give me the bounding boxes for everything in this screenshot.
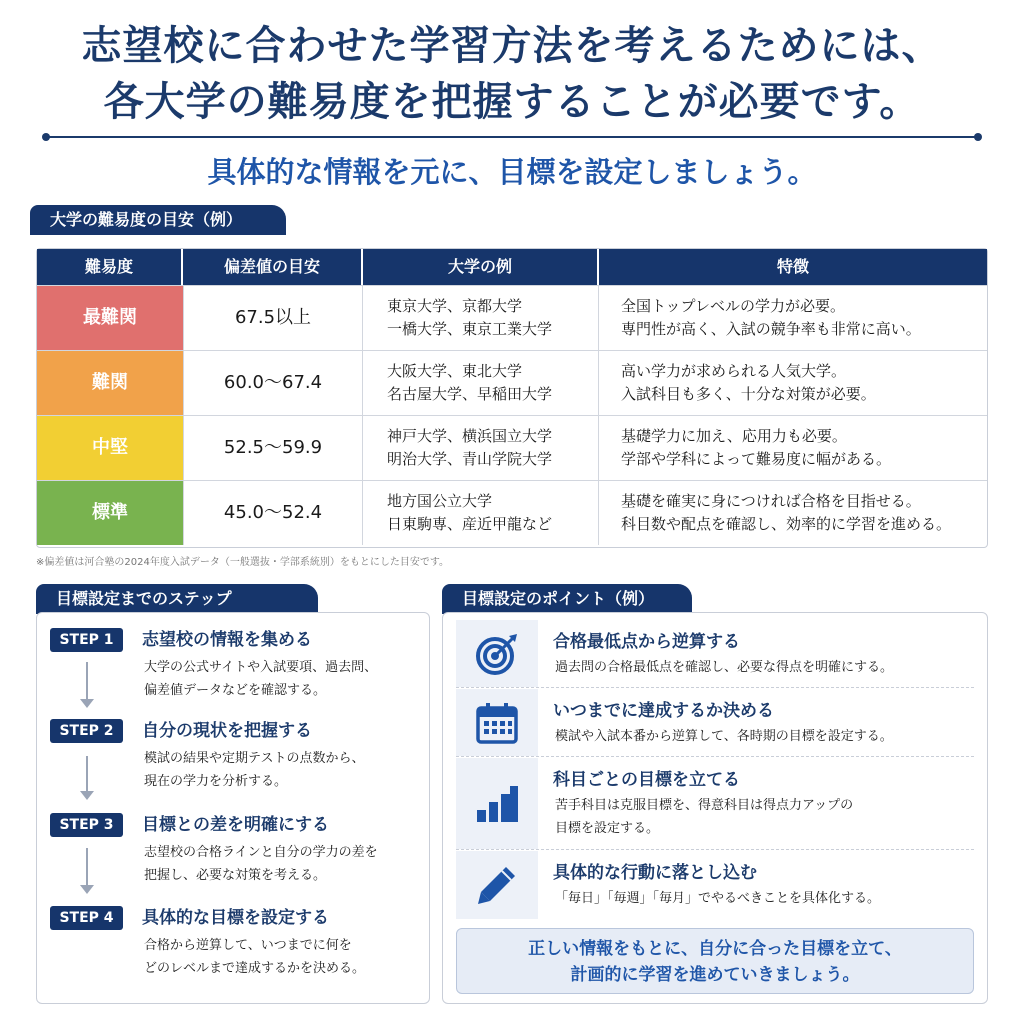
step-description [144,934,424,980]
features-cell [599,351,987,415]
target-icon [456,620,538,687]
step-arrow [86,756,88,794]
column-header-deviation: 偏差値の目安 [183,249,363,285]
pencil-icon [456,851,538,919]
step-arrow [86,662,88,702]
page-title [0,18,1024,130]
table-row [37,480,987,545]
universities-cell [363,481,599,545]
step-badge: STEP 4 [50,906,123,930]
column-header-level: 難易度 [37,249,183,285]
point-title: いつまでに達成するか決める [553,701,774,721]
step-description-line: 大学の公式サイトや入試要項、過去問、 [144,660,378,675]
university-line: 大阪大学、東北大学 [387,362,523,380]
point-item [456,620,974,688]
universities-cell [363,286,599,350]
point-description-line: 「毎日」「毎週」「毎月」でやるべきことを具体化する。 [555,891,881,906]
feature-line: 基礎学力に加え、応用力も必要。 [621,427,847,445]
step-badge: STEP 1 [50,628,123,652]
summary-callout [456,928,974,994]
step-badge: STEP 3 [50,813,123,837]
calendar-icon [456,689,538,756]
step-badge: STEP 2 [50,719,123,743]
point-description-line: 苦手科目は克服目標を、得意科目は得点力アップの [555,798,854,813]
university-line: 神戸大学、横浜国立大学 [387,427,553,445]
point-description [555,887,965,910]
deviation-cell: 45.0〜52.4 [183,481,363,545]
step-title: 自分の現状を把握する [142,721,312,741]
point-description [555,794,965,840]
deviation-cell: 52.5〜59.9 [183,416,363,480]
table-row [37,415,987,480]
level-cell: 難関 [37,351,183,415]
step-title: 目標との差を明確にする [142,815,329,835]
bar-chart-icon [456,758,538,849]
point-description-line: 目標を設定する。 [555,821,660,836]
step-description-line: どのレベルまで達成するかを決める。 [144,961,366,976]
universities-cell [363,351,599,415]
step-description-line: 合格から逆算して、いつまでに何を [144,938,352,953]
point-item [456,689,974,757]
step-description-line: 偏差値データなどを確認する。 [144,683,327,698]
point-item [456,851,974,921]
university-line: 名古屋大学、早稲田大学 [387,385,553,403]
features-cell [599,286,987,350]
step-description [144,841,424,887]
step-description-line: 把握し、必要な対策を考える。 [144,868,327,883]
step-description [144,656,424,702]
step-description [144,747,424,793]
table-row [37,285,987,350]
university-line: 明治大学、青山学院大学 [387,450,553,468]
point-description-line: 過去問の合格最低点を確認し、必要な得点を明確にする。 [555,660,894,675]
page-title-line-2: 各大学の難易度を把握することが必要です。 [103,79,921,125]
level-cell: 最難関 [37,286,183,350]
feature-line: 科目数や配点を確認し、効率的に学習を進める。 [621,515,952,533]
point-description [555,656,965,679]
column-header-universities: 大学の例 [363,249,599,285]
university-line: 地方国公立大学 [387,492,493,510]
point-title: 合格最低点から逆算する [553,632,740,652]
callout-line: 計画的に学習を進めていきましょう。 [570,965,860,985]
step-arrow [86,848,88,888]
page-subtitle: 具体的な情報を元に、目標を設定しましょう。 [207,155,817,189]
university-line: 東京大学、京都大学 [387,297,523,315]
table-section-label: 大学の難易度の目安（例） [30,205,286,235]
deviation-cell: 60.0〜67.4 [183,351,363,415]
points-section-label: 目標設定のポイント（例） [442,584,692,614]
features-cell [599,481,987,545]
difficulty-table [36,248,988,548]
point-description [555,725,965,748]
column-header-features: 特徴 [776,257,809,276]
feature-line: 高い学力が求められる人気大学。 [621,362,847,380]
step-description-line: 現在の学力を分析する。 [144,774,288,789]
table-footnote: ※偏差値は河合塾の2024年度入試データ（一般選抜・学部系統別）をもとにした目安です。 [36,557,450,568]
table-header-row [37,249,987,285]
feature-line: 全国トップレベルの学力が必要。 [621,297,845,315]
step-description-line: 模試の結果や定期テストの点数から、 [144,751,365,766]
step-title: 志望校の情報を集める [142,630,312,650]
page-title-line-1: 志望校に合わせた学習方法を考えるためには、 [81,23,943,69]
level-cell: 標準 [37,481,183,545]
step-description-line: 志望校の合格ラインと自分の学力の差を [144,845,378,860]
feature-line: 学部や学科によって難易度に幅がある。 [621,450,892,468]
feature-line: 入試科目も多く、十分な対策が必要。 [621,385,876,403]
university-line: 一橋大学、東京工業大学 [387,320,553,338]
level-cell: 中堅 [37,416,183,480]
steps-section-label: 目標設定までのステップ [36,584,318,614]
deviation-cell: 67.5以上 [183,286,363,350]
features-cell [599,416,987,480]
table-row [37,350,987,415]
feature-line: 専門性が高く、入試の競争率も非常に高い。 [621,320,921,338]
callout-line: 正しい情報をもとに、自分に合った目標を立て、 [528,939,902,959]
feature-line: 基礎を確実に身につければ合格を目指せる。 [621,492,921,510]
point-title: 科目ごとの目標を立てる [553,770,740,790]
point-description-line: 模試や入試本番から逆算して、各時期の目標を設定する。 [555,729,893,744]
point-title: 具体的な行動に落とし込む [553,863,757,883]
universities-cell [363,416,599,480]
step-title: 具体的な目標を設定する [142,908,329,928]
university-line: 日東駒専、産近甲龍など [387,515,553,533]
title-divider [46,136,978,138]
point-item [456,758,974,850]
